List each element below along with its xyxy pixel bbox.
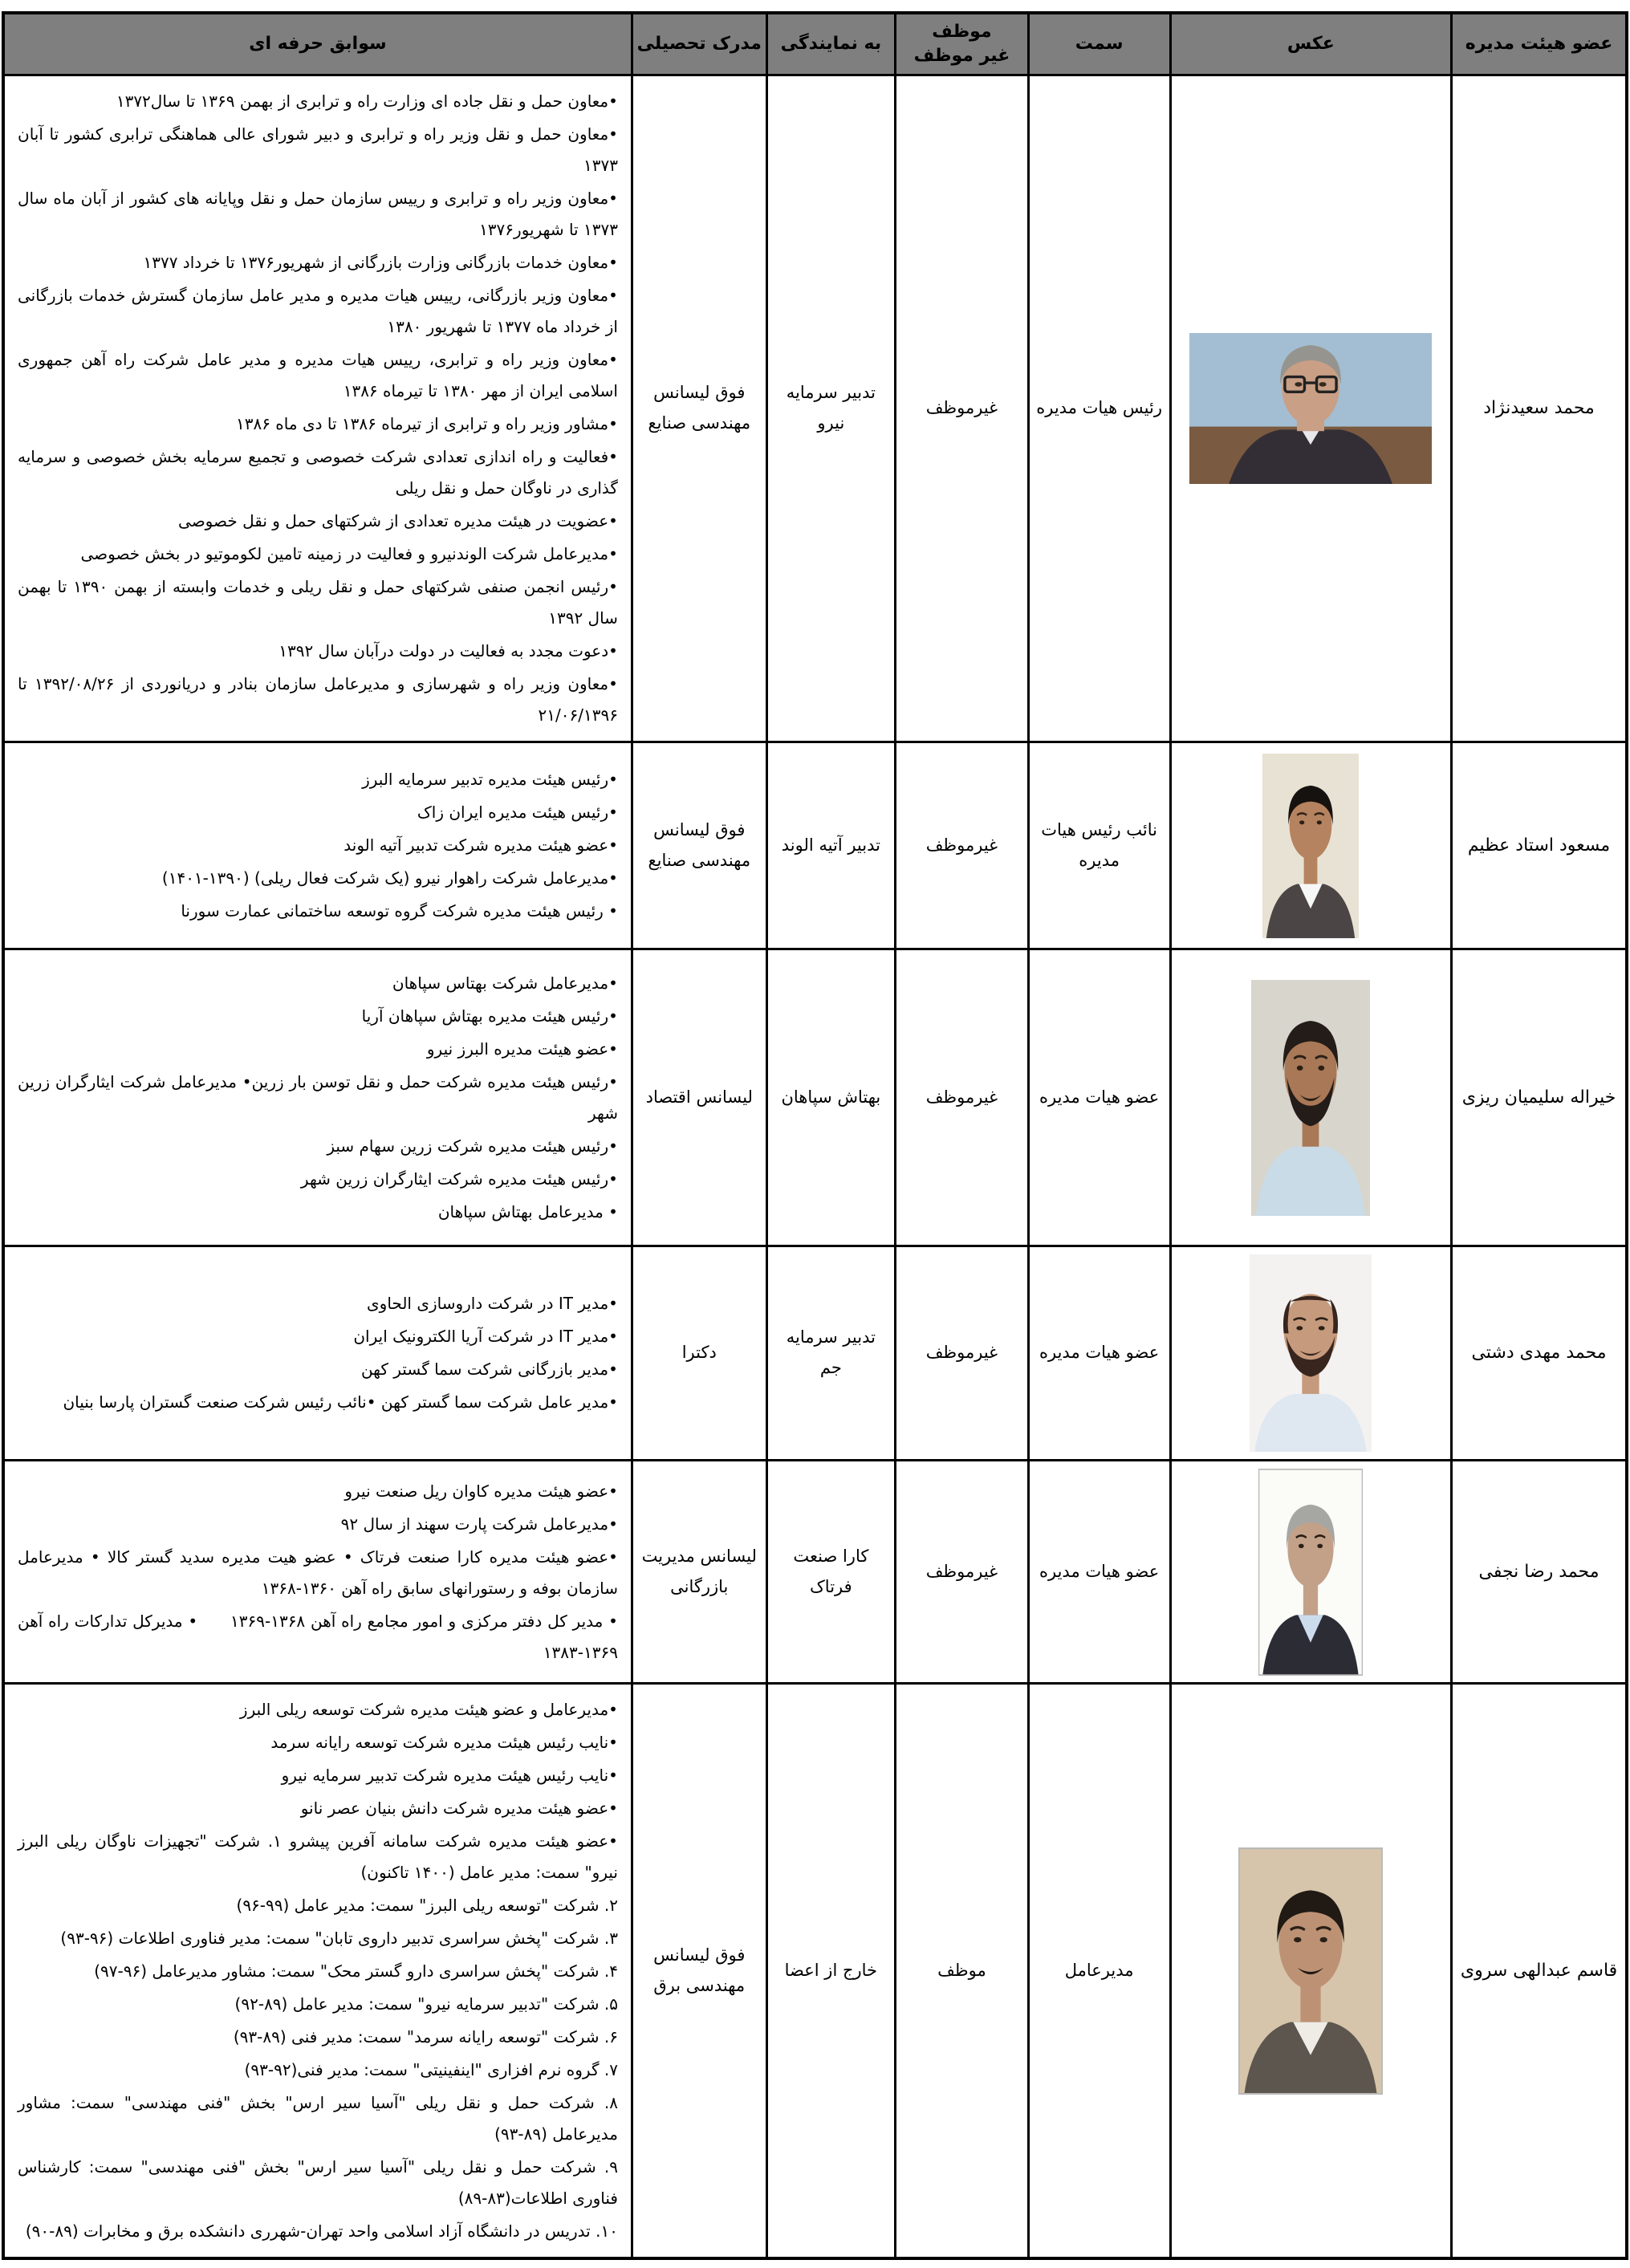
experience-item: ۲. شرکت "توسعه ریلی البرز" سمت: مدیر عامل (۹۹-۹۶) <box>236 1896 618 1915</box>
member-position: عضو هیات مدیره <box>1028 1246 1170 1461</box>
member-portrait-photo <box>1250 1254 1372 1452</box>
experience-item: ۳. شرکت "پخش سراسری تدبیر داروی تابان" سمت: مدیر فناوری اطلاعات (۹۶-۹۳) <box>60 1929 618 1948</box>
member-representing: تدبیر آتیه الوند <box>766 742 896 949</box>
experience-item: •رئیس هیئت مدیره تدبیر سرمایه البرز <box>362 770 618 789</box>
member-position: نائب رئیس هیات مدیره <box>1028 742 1170 949</box>
column-header-photo: عکس <box>1170 13 1452 75</box>
experience-item: ۸. شرکت حمل و نقل ریلی "آسیا سیر ارس" بخش "فنی مهندسی" سمت: مشاور مدیرعامل (۸۹-۹۳) <box>18 2093 618 2144</box>
board-members-table <box>2 11 1628 2260</box>
member-name: مسعود استاد عظیم <box>1452 742 1627 949</box>
experience-item: •مدیرعامل شرکت پارت سهند از سال ۹۲ <box>340 1514 618 1534</box>
member-experience <box>3 949 632 1246</box>
member-experience <box>3 75 632 742</box>
member-position: عضو هیات مدیره <box>1028 1461 1170 1684</box>
experience-item: •مدیرعامل شرکت الوندنیرو و فعالیت در زمینه تامین لکوموتیو در بخش خصوصی <box>80 544 618 563</box>
member-representing: کارا صنعت فرتاک <box>766 1461 896 1684</box>
member-photo-cell <box>1170 75 1452 742</box>
experience-item: •نایب رئیس هیئت مدیره شرکت تدبیر سرمایه نیرو <box>281 1766 618 1785</box>
experience-item: • مدیر کل دفتر مرکزی و امور مجامع راه آهن ۱۳۶۸-۱۳۶۹ • مدیرکل تدارکات راه آهن ۱۳۶۹-۱۳۸۳ <box>18 1611 618 1662</box>
experience-item: •معاون حمل و نقل جاده ای وزارت راه و ترابری از بهمن ۱۳۶۹ تا سال۱۳۷۲ <box>116 91 618 111</box>
member-portrait-photo <box>1258 1469 1363 1676</box>
experience-item: •معاون وزیر بازرگانی، رییس هیات مدیره و مدیر عامل سازمان گسترش خدمات بازرگانی از خرداد ماه ۱۳۷۷ تا شهریور ۱۳۸۰ <box>18 286 618 336</box>
column-header-duty: موظف غیر موظف <box>896 13 1029 75</box>
member-portrait-photo <box>1238 1847 1383 2095</box>
experience-item: •رئیس هیئت مدیره بهتاش سپاهان آریا <box>361 1006 618 1026</box>
experience-item: ۱۰. تدریس در دانشگاه آزاد اسلامی واحد تهران-شهرری دانشکده برق و مخابرات (۸۹-۹۰) <box>25 2221 618 2241</box>
member-experience <box>3 1461 632 1684</box>
experience-item: •عضو هیئت مدیره شرکت دانش بنیان عصر نانو <box>300 1799 618 1818</box>
member-duty-status: غیرموظف <box>896 949 1029 1246</box>
experience-item: •مدیر بازرگانی شرکت سما گستر کهن <box>360 1360 618 1379</box>
experience-item: •عضو هیئت مدیره کارا صنعت فرتاک • عضو هیت مدیره سدید گستر کالا • مدیرعامل سازمان بوفه و رستورانهای سابق راه آهن ۱۳۶۰-۱۳۶۸ <box>18 1547 618 1598</box>
column-header-degree: مدرک تحصیلی <box>632 13 766 75</box>
experience-item: •رئیس هیئت مدیره شرکت زرین سهام سبز <box>327 1136 618 1156</box>
experience-item: ۵. شرکت "تدبیر سرمایه نیرو" سمت: مدیر عامل (۸۹-۹۲) <box>234 1994 618 2014</box>
member-degree: لیسانس مدیریت بازرگانی <box>632 1461 766 1684</box>
member-experience <box>3 1684 632 2259</box>
member-name: محمد سعیدنژاد <box>1452 75 1627 742</box>
column-header-experience: سوابق حرفه ای <box>3 13 632 75</box>
experience-item: •مدیر IT در شرکت داروسازی الحاوی <box>367 1294 618 1313</box>
experience-item: •معاون وزیر راه و شهرسازی و مدیرعامل سازمان بنادر و دریانوردی از ۱۳۹۲/۰۸/۲۶ تا ۲۱/۰۶/۱۳۹۶ <box>18 674 618 725</box>
member-portrait-photo <box>1189 333 1432 484</box>
member-duty-status: غیرموظف <box>896 742 1029 949</box>
member-experience <box>3 742 632 949</box>
experience-item: •مدیر عامل شرکت سما گستر کهن •نائب رئیس شرکت صنعت گستران پارسا بنیان <box>63 1392 618 1412</box>
experience-item: •معاون وزیر راه و ترابری، رییس هیات مدیره و مدیر عامل شرکت راه آهن جمهوری اسلامی ایران از مهر ۱۳۸۰ تا تیرماه ۱۳۸۶ <box>18 350 618 400</box>
experience-item: ۷. گروه نرم افزاری "اینفینیتی" سمت: مدیر فنی(۹۲-۹۳) <box>244 2060 618 2079</box>
experience-item: •رئیس هیئت مدیره شرکت ایثارگران زرین شهر <box>300 1169 618 1189</box>
member-name: قاسم عبدالهی سروی <box>1452 1684 1627 2259</box>
member-position: مدیرعامل <box>1028 1684 1170 2259</box>
experience-item: •معاون وزیر راه و ترابری و رییس سازمان حمل و نقل وپایانه های کشور از آبان ماه سال ۱۳۷۳ تا شهریور۱۳۷۶ <box>18 189 618 239</box>
member-photo-cell <box>1170 1461 1452 1684</box>
member-photo-cell <box>1170 949 1452 1246</box>
column-header-representing: به نمایندگی <box>766 13 896 75</box>
experience-item: •رئیس هیئت مدیره شرکت حمل و نقل توسن بار زرین• مدیرعامل شرکت ایثارگران زرین شهر <box>18 1071 618 1123</box>
member-representing: بهتاش سپاهان <box>766 949 896 1246</box>
member-representing: خارج از اعضا <box>766 1684 896 2259</box>
experience-item: •مشاور وزیر راه و ترابری از تیرماه ۱۳۸۶ تا دی ماه ۱۳۸۶ <box>235 414 618 433</box>
table-row <box>3 1684 1627 2259</box>
member-duty-status: موظف <box>896 1684 1029 2259</box>
experience-item: •عضو هیئت مدیره شرکت تدبیر آتیه الوند <box>343 835 618 855</box>
column-header-member: عضو هیئت مدیره <box>1452 13 1627 75</box>
table-row <box>3 742 1627 949</box>
member-name: محمد رضا نجفی <box>1452 1461 1627 1684</box>
member-experience <box>3 1246 632 1461</box>
member-portrait-photo <box>1262 754 1359 938</box>
experience-item: •مدیرعامل شرکت بهتاس سپاهان <box>392 973 618 993</box>
member-degree: فوق لیسانس مهندسی برق <box>632 1684 766 2259</box>
experience-item: •مدیر IT در شرکت آریا الکترونیک ایران <box>353 1327 618 1346</box>
experience-item: ۹. شرکت حمل و نقل ریلی "آسیا سیر ارس" بخش "فنی مهندسی" سمت: کارشناس فناوری اطلاعات(۸۳-۸۹) <box>18 2157 618 2208</box>
experience-item: •معاون حمل و نقل وزیر راه و ترابری و دبیر شورای عالی هماهنگی ترابری کشور تا آبان ۱۳۷۳ <box>18 124 618 175</box>
member-position: عضو هیات مدیره <box>1028 949 1170 1246</box>
member-duty-status: غیرموظف <box>896 75 1029 742</box>
member-position: رئیس هیات مدیره <box>1028 75 1170 742</box>
table-row <box>3 1246 1627 1461</box>
member-degree: دکترا <box>632 1246 766 1461</box>
member-photo-cell <box>1170 1246 1452 1461</box>
experience-item: •نایب رئیس هیئت مدیره شرکت توسعه رایانه سرمد <box>270 1733 618 1752</box>
table-row <box>3 949 1627 1246</box>
experience-item: •رئیس انجمن صنفی شرکتهای حمل و نقل ریلی و خدمات وابسته از بهمن ۱۳۹۰ تا بهمن سال ۱۳۹۲ <box>18 577 618 628</box>
experience-item: ۶. شرکت "توسعه رایانه سرمد" سمت: مدیر فنی (۸۹-۹۳) <box>233 2027 618 2046</box>
member-name: خیراله سلیمیان ریزی <box>1452 949 1627 1246</box>
column-header-position: سمت <box>1028 13 1170 75</box>
member-portrait-photo <box>1251 980 1370 1216</box>
member-degree: فوق لیسانس مهندسی صنایع <box>632 75 766 742</box>
experience-item: •عضو هیئت مدیره کاوان ریل صنعت نیرو <box>344 1481 618 1501</box>
member-degree: لیسانس اقتصاد <box>632 949 766 1246</box>
member-photo-cell <box>1170 1684 1452 2259</box>
experience-item: •معاون خدمات بازرگانی وزارت بازرگانی از شهریور۱۳۷۶ تا خرداد ۱۳۷۷ <box>143 253 618 272</box>
member-duty-status: غیرموظف <box>896 1461 1029 1684</box>
experience-item: • مدیرعامل بهتاش سپاهان <box>437 1201 618 1221</box>
experience-item: •عضویت در هیئت مدیره تعدادی از شرکتهای حمل و نقل خصوصی <box>178 511 618 530</box>
member-photo-cell <box>1170 742 1452 949</box>
member-name: محمد مهدی دشتی <box>1452 1246 1627 1461</box>
experience-item: •عضو هیئت مدیره شرکت سامانه آفرین پیشرو ۱. شرکت "تجهیزات ناوگان ریلی البرز نیرو" سمت: مدیر عامل (۱۴۰۰ تاکنون) <box>18 1831 618 1882</box>
experience-item: •مدیرعامل شرکت راهوار نیرو (یک شرکت فعال ریلی) (۱۳۹۰-۱۴۰۱) <box>161 868 618 888</box>
experience-item: •عضو هیئت مدیره البرز نیرو <box>426 1038 618 1059</box>
member-representing: تدبیر سرمایه جم <box>766 1246 896 1461</box>
experience-item: ۴. شرکت "پخش سراسری دارو گستر محک" سمت: مشاور مدیرعامل (۹۶-۹۷) <box>94 1961 618 1981</box>
member-representing: تدبیر سرمایه نیرو <box>766 75 896 742</box>
experience-item: • رئیس هیئت مدیره شرکت گروه توسعه ساختمانی عمارت سورنا <box>181 901 618 921</box>
member-degree: فوق لیسانس مهندسی صنایع <box>632 742 766 949</box>
table-row <box>3 1461 1627 1684</box>
member-duty-status: غیرموظف <box>896 1246 1029 1461</box>
experience-item: •فعالیت و راه اندازی تعدادی شرکت خصوصی و تجمیع سرمایه بخش خصوصی و سرمایه گذاری در ناوگان حمل و نقل ریلی <box>18 447 618 498</box>
experience-item: •رئیس هیئت مدیره ایران زاک <box>417 803 618 822</box>
experience-item: •دعوت مجدد به فعالیت در دولت درآبان سال ۱۳۹۲ <box>278 641 618 660</box>
table-header <box>3 13 1627 75</box>
experience-item: •مدیرعامل و عضو هیئت مدیره شرکت توسعه ریلی البرز <box>239 1700 618 1719</box>
table-row <box>3 75 1627 742</box>
